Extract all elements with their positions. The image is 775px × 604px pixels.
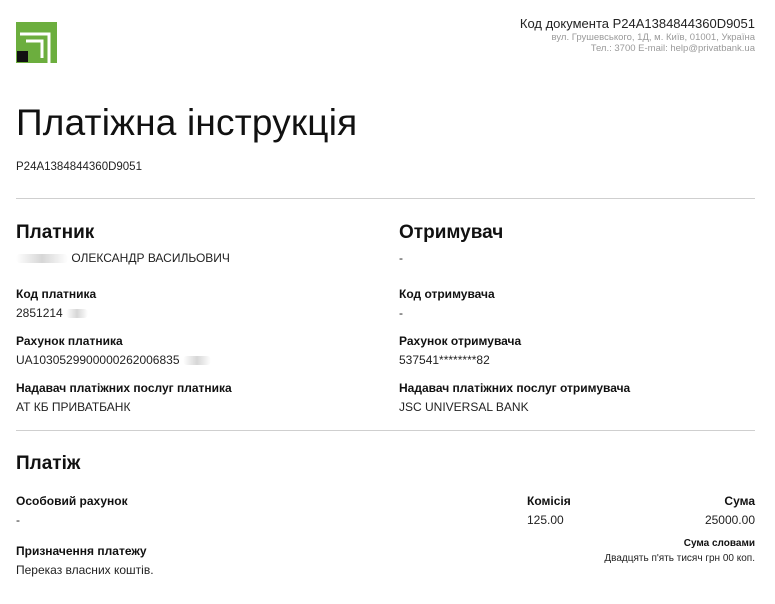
divider <box>16 198 755 199</box>
recipient-provider-value: JSC UNIVERSAL BANK <box>399 400 529 414</box>
payer-account-text: UA1030529900000262006835 <box>16 353 180 367</box>
sum-value: 25000.00 <box>704 513 755 527</box>
commission-value: 125.00 <box>527 513 564 527</box>
payer-code-value <box>16 306 376 320</box>
recipient-heading: Отримувач <box>399 222 504 243</box>
payer-code-text: 2851214 <box>16 306 63 320</box>
divider <box>16 430 755 431</box>
personal-account-value: - <box>16 513 20 527</box>
payer-name-text: ОЛЕКСАНДР ВАСИЛЬОВИЧ <box>71 251 230 265</box>
document-id: P24A1384844360D9051 <box>16 161 142 173</box>
commission-label: Комісія <box>527 494 571 508</box>
personal-account-label: Особовий рахунок <box>16 494 128 508</box>
sum-words-value: Двадцять п'ять тисяч грн 00 коп. <box>604 553 755 564</box>
bank-contacts: Тел.: 3700 E-mail: help@privatbank.ua <box>590 43 755 54</box>
sum-block <box>705 494 755 527</box>
payer-provider-label: Надавач платіжних послуг платника <box>16 381 232 395</box>
redacted-mark <box>66 309 88 318</box>
payment-heading: Платіж <box>16 453 81 474</box>
document-header <box>520 16 755 54</box>
sum-label: Сума <box>724 494 755 508</box>
purpose-value: Переказ власних коштів. <box>16 563 154 577</box>
payer-account-label: Рахунок платника <box>16 334 123 348</box>
recipient-account-value: 537541********82 <box>399 353 490 367</box>
recipient-provider-label: Надавач платіжних послуг отримувача <box>399 381 631 395</box>
payer-name <box>16 251 376 265</box>
page-title: Платіжна інструкція <box>16 102 358 143</box>
redacted-mark <box>16 254 68 263</box>
redacted-mark <box>183 356 211 365</box>
privatbank-logo <box>16 22 57 63</box>
purpose-block <box>16 544 154 577</box>
document-code: Код документа P24A1384844360D9051 <box>519 16 755 31</box>
recipient-code-value: - <box>399 306 403 320</box>
personal-account-block <box>16 494 128 527</box>
payer-account-value <box>16 353 376 367</box>
recipient-code-label: Код отримувача <box>399 287 495 301</box>
purpose-label: Призначення платежу <box>16 544 147 558</box>
recipient-name: - <box>399 251 403 265</box>
bank-address: вул. Грушевського, 1Д, м. Київ, 01001, Україна <box>551 32 755 43</box>
payer-code-label: Код платника <box>16 287 97 301</box>
payer-section <box>16 222 376 414</box>
commission-block <box>527 494 571 527</box>
recipient-section <box>399 222 759 414</box>
payer-provider-value: АТ КБ ПРИВАТБАНК <box>16 400 131 414</box>
payer-heading: Платник <box>16 222 95 243</box>
sum-words-label: Сума словами <box>683 538 755 549</box>
sum-words-block <box>604 538 755 564</box>
recipient-account-label: Рахунок отримувача <box>399 334 522 348</box>
